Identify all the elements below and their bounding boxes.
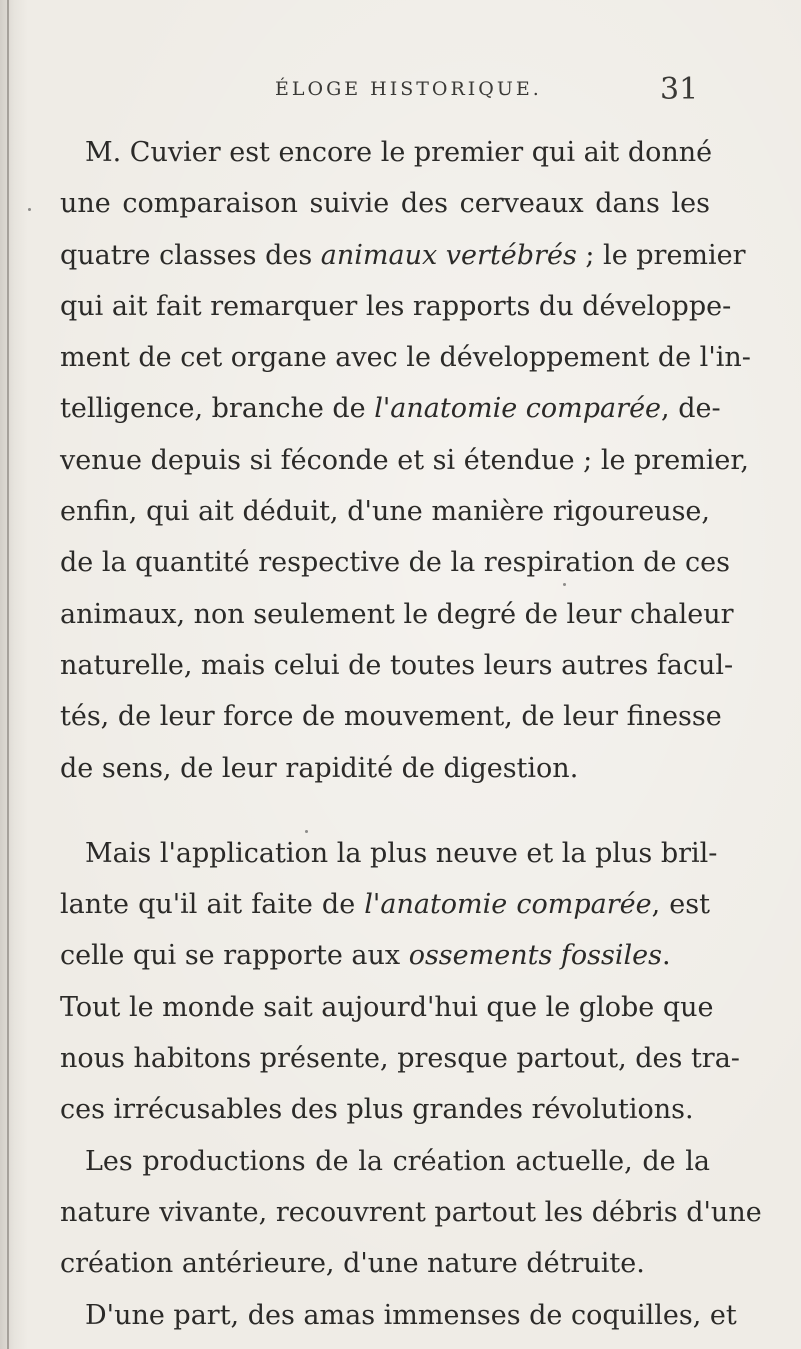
text-line: naturelle, mais celui de toutes leurs autres facul- (60, 649, 734, 681)
paper-speck (28, 208, 31, 211)
paragraph-gap (60, 794, 710, 828)
text-line: D'une part, des amas immenses de coquilles, et (85, 1299, 737, 1331)
paragraph (60, 127, 751, 794)
paper-speck (305, 830, 308, 833)
paper-speck (563, 583, 566, 586)
binding-edge (7, 0, 9, 1349)
text-line: ment de cet organe avec le développement de l'in- (60, 342, 751, 374)
text-line: Mais l'application la plus neuve et la plus bril- (85, 837, 718, 869)
body-text (60, 127, 762, 1341)
text-line: enfin, qui ait déduit, d'une manière rigoureuse, (60, 496, 710, 528)
text-line: tés, de leur force de mouvement, de leur finesse (60, 701, 722, 733)
text-line: animaux, non seulement le degré de leur chaleur (60, 598, 734, 630)
italic-term: l'anatomie comparée (374, 393, 662, 425)
text-line: venue depuis si féconde et si étendue ; le premier, (60, 444, 749, 476)
italic-term: l'anatomie comparée (364, 889, 652, 921)
text-line: création antérieure, d'une nature détruite. (60, 1248, 645, 1280)
italic-term: animaux vertébrés (320, 239, 577, 271)
text-line: Tout le monde sait aujourd'hui que le globe que (60, 991, 714, 1023)
text-line: de sens, de leur rapidité de digestion. (60, 752, 579, 784)
page-number: 31 (660, 72, 699, 107)
text-line: lante qu'il ait faite de l'anatomie comparée, est (60, 889, 710, 921)
italic-term: ossements fossiles (408, 940, 662, 972)
text-line: nous habitons présente, presque partout, des tra- (60, 1043, 740, 1075)
text-line: de la quantité respective de la respiration de ces (60, 547, 730, 579)
text-line: nature vivante, recouvrent partout les débris d'une (60, 1196, 762, 1228)
text-line: telligence, branche de l'anatomie comparée, de- (60, 393, 721, 425)
text-line: une comparaison suivie des cerveaux dans les (60, 188, 710, 220)
running-title: ÉLOGE HISTORIQUE. (275, 78, 542, 100)
text-line: M. Cuvier est encore le premier qui ait donné (85, 137, 713, 168)
text-line: quatre classes des animaux vertébrés ; le premier (60, 239, 746, 271)
running-head (0, 72, 801, 118)
text-line: qui ait fait remarquer les rapports du développe- (60, 290, 732, 322)
text-line: celle qui se rapporte aux ossements fossiles. (60, 940, 671, 972)
text-line: ces irrécusables des plus grandes révolutions. (60, 1094, 694, 1126)
text-line: Les productions de la création actuelle, de la (85, 1145, 710, 1177)
paragraph (60, 828, 762, 1341)
